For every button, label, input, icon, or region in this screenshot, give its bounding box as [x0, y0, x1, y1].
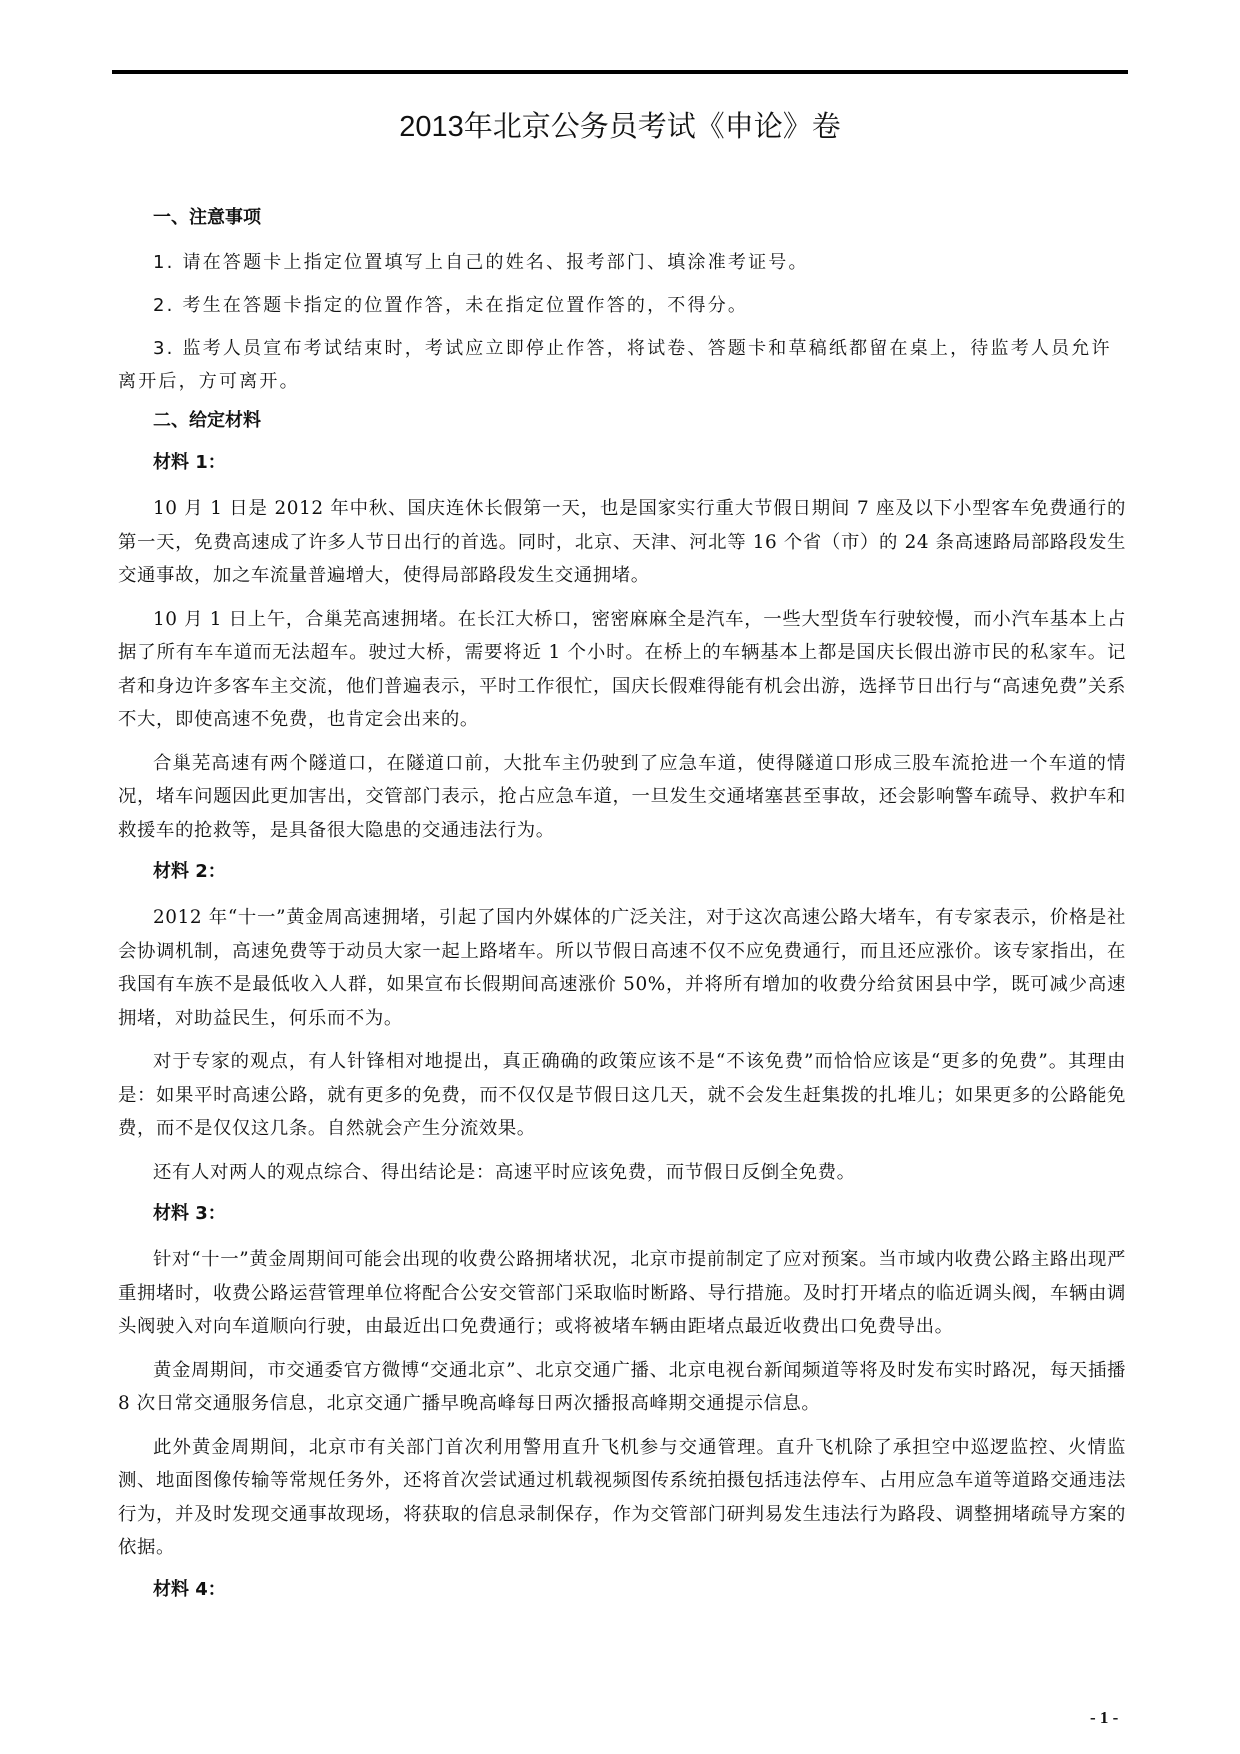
header-rule: [112, 70, 1128, 74]
material-3-label: 材料 3：: [153, 1203, 226, 1224]
document-title: 2013年北京公务员考试《申论》卷: [399, 111, 841, 143]
page-number: - 1 -: [1090, 1708, 1119, 1727]
material-2-paragraph: 2012 年“十一”黄金周高速拥堵，引起了国内外媒体的广泛关注，对于这次高速公路大堵车，有专家表示，价格是社会协调机制，高速免费等于动员大家一起上路堵车。所以节假日高速不仅不应免费通行，而且还应涨价。该专家指出，在我国有车族不是最低收入人群，如果宣布长假期间高速涨价 50%，并将所有增加的收费分给贫困县中学，既可减少高速拥堵，对助益民生，何乐而不为。: [118, 907, 1126, 1029]
material-1-label: 材料 1：: [153, 452, 226, 473]
material-1-paragraph: 10 月 1 日是 2012 年中秋、国庆连休长假第一天，也是国家实行重大节假日期间 7 座及以下小型客车免费通行的第一天，免费高速成了许多人节日出行的首选。同时，北京、天津、河北等 16 个省（市）的 24 条高速路局部路段发生交通事故，加之车流量普遍增大，使得局部路段发生交通拥堵。: [118, 498, 1126, 586]
document-body: [118, 205, 1126, 1603]
material-4-label: 材料 4：: [153, 1578, 226, 1600]
material-3-paragraph: 针对“十一”黄金周期间可能会出现的收费公路拥堵状况，北京市提前制定了应对预案。当市域内收费公路主路出现严重拥堵时，收费公路运营管理单位将配合公安交管部门采取临时断路、导行措施。及时打开堵点的临近调头阀，车辆由调头阀驶入对向车道顺向行驶，由最近出口免费通行；或将被堵车辆由距堵点最近收费出口免费导出。: [118, 1249, 1126, 1337]
material-1-paragraph: 合巢芜高速有两个隧道口，在隧道口前，大批车主仍驶到了应急车道，使得隧道口形成三股车流抢进一个车道的情况，堵车问题因此更加害出，交管部门表示，抢占应急车道，一旦发生交通堵塞甚至事故，还会影响警车疏导、救护车和救援车的抢救等，是具备很大隐患的交通违法行为。: [118, 752, 1126, 841]
material-3-paragraph: 此外黄金周期间，北京市有关部门首次利用警用直升飞机参与交通管理。直升飞机除了承担空中巡逻监控、火情监测、地面图像传输等常规任务外，还将首次尝试通过机载视频图传系统拍摄包括违法停车、占用应急车道等道路交通违法行为，并及时发现交通事故现场，将获取的信息录制保存，作为交管部门研判易发生违法行为路段、调整拥堵疏导方案的依据。: [118, 1436, 1126, 1558]
notice-item-2: 2. 考生在答题卡指定的位置作答，未在指定位置作答的，不得分。: [153, 295, 749, 316]
material-1-paragraph: 10 月 1 日上午，合巢芜高速拥堵。在长江大桥口，密密麻麻全是汽车，一些大型货车行驶较慢，而小汽车基本上占据了所有车车道而无法超车。驶过大桥，需要将近 1 个小时。在桥上的车辆基本上都是国庆长假出游市民的私家车。记者和身边许多客车主交流，他们普遍表示，平时工作很忙，国庆长假难得能有机会出游，选择节日出行与“高速免费”关系不大，即使高速不免费，也肯定会出来的。: [118, 608, 1126, 730]
notice-item-1: 1. 请在答题卡上指定位置填写上自己的姓名、报考部门、填涂准考证号。: [153, 252, 809, 273]
section-heading-notice: 一、注意事项: [153, 207, 261, 228]
material-2-label: 材料 2：: [153, 861, 226, 882]
material-3-paragraph: 黄金周期间，市交通委官方微博“交通北京”、北京交通广播、北京电视台新闻频道等将及时发布实时路况，每天插播 8 次日常交通服务信息，北京交通广播早晚高峰每日两次播报高峰期交通提示信息。: [118, 1359, 1126, 1414]
material-2-paragraph: 还有人对两人的观点综合、得出结论是：高速平时应该免费，而节假日反倒全免费。: [153, 1161, 856, 1183]
material-2-paragraph: 对于专家的观点，有人针锋相对地提出，真正确确的政策应该不是“不该免费”而恰恰应该是“更多的免费”。其理由是：如果平时高速公路，就有更多的免费，而不仅仅是节假日这几天，就不会发生赶集拨的扎堆儿；如果更多的公路能免费，而不是仅仅这几条。自然就会产生分流效果。: [118, 1051, 1126, 1139]
section-heading-materials: 二、给定材料: [153, 410, 261, 431]
notice-item-3: 3. 监考人员宣布考试结束时，考试应立即停止作答，将试卷、答题卡和草稿纸都留在桌上，待监考人员允许离开后，方可离开。: [118, 338, 1112, 392]
